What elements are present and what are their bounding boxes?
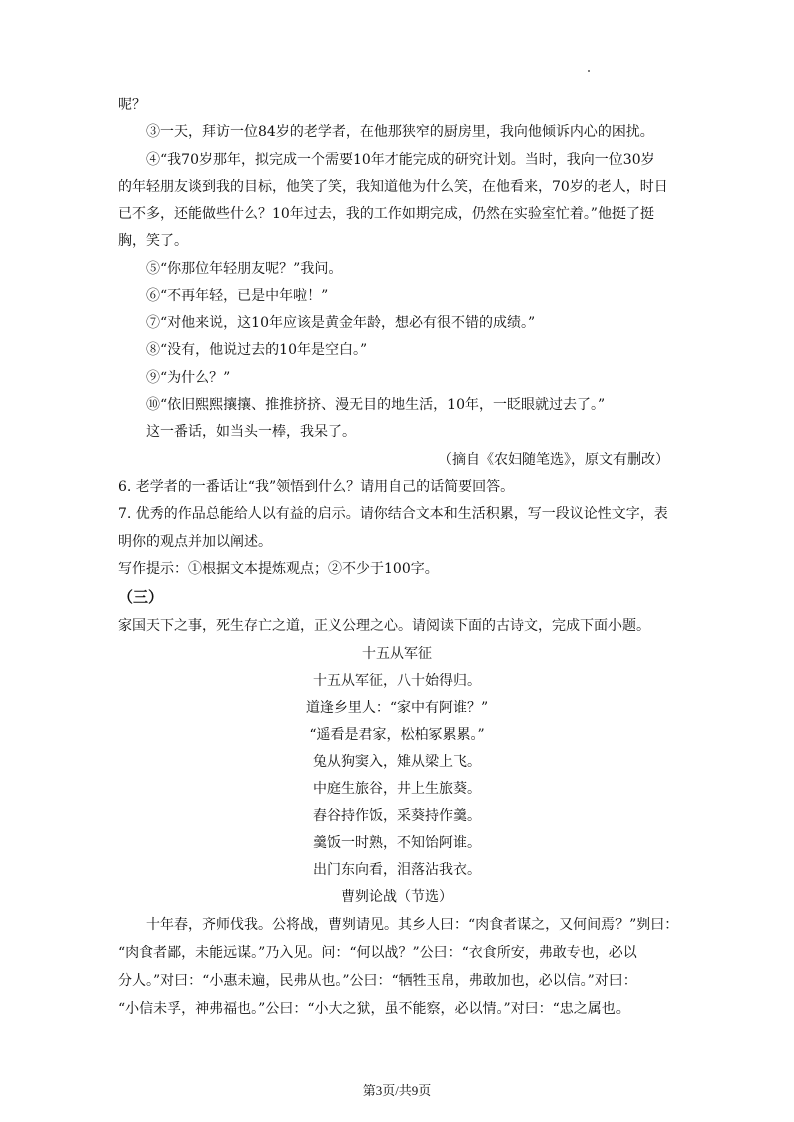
section-intro: 家国天下之事，死生存亡之道，正义公理之心。请阅读下面的古诗文，完成下面小题。: [118, 618, 650, 634]
poem-line: 道逢乡里人：“家中有阿谁？”: [305, 700, 489, 716]
page-number: 第3页/共9页: [362, 1083, 432, 1098]
prose-line: “肉食者鄙，未能远谋。”乃入见。问：“何以战？”公曰：“衣食所安，弗敢专也，必以: [118, 945, 637, 961]
poem-title: 十五从军征: [362, 646, 432, 662]
prose-line: “小信未孚，神弗福也。”公曰：“小大之狱，虽不能察，必以情。”对曰：“忠之属也。: [118, 1001, 630, 1017]
text-line: ⑩“依旧熙熙攘攘、推推挤挤、漫无目的地生活，10年，一眨眼就过去了。”: [146, 397, 606, 413]
text-line: ⑦“对他来说，这10年应该是黄金年龄，想必有很不错的成绩。”: [146, 315, 536, 331]
text-line: 这一番话，如当头一棒，我呆了。: [146, 424, 356, 440]
text-line: ⑤“你那位年轻朋友呢？”我问。: [146, 261, 343, 277]
text-line: ④“我70岁那年，拟完成一个需要10年才能完成的研究计划。当时，我向一位30岁: [146, 152, 655, 168]
writing-hint: 写作提示：①根据文本提炼观点；②不少于100字。: [118, 561, 439, 577]
prose-line: 分人。”对曰：“小惠未遍，民弗从也。”公曰：“牺牲玉帛，弗敢加也，必以信。”对曰：: [118, 973, 637, 989]
text-line: ⑧“没有，他说过去的10年是空白。”: [146, 342, 368, 358]
poem-line: 出门东向看，泪落沾我衣。: [313, 862, 481, 878]
text-line: ⑨“为什么？”: [146, 370, 231, 386]
poem-line: “遥看是君家，松柏冢累累。”: [309, 727, 485, 743]
poem-line: 十五从军征，八十始得归。: [313, 673, 481, 689]
poem-line: 兔从狗窦入，雉从梁上飞。: [313, 754, 481, 770]
text-line: 的年轻朋友谈到我的目标，他笑了笑，我知道他为什么笑，在他看来，70岁的老人，时日: [118, 179, 668, 195]
poem-line: 舂谷持作饭，采葵持作羹。: [313, 808, 481, 824]
text-line: 已不多，还能做些什么？10年过去，我的工作如期完成，仍然在实验室忙着。”他挺了挺: [118, 206, 654, 222]
question-6: 6. 老学者的一番话让“我”领悟到什么？请用自己的话简要回答。: [118, 479, 515, 495]
text-line: 明你的观点并加以阐述。: [118, 534, 272, 550]
text-line: 呢？: [118, 97, 146, 113]
text-line: ③一天，拜访一位84岁的老学者，在他那狭窄的厨房里，我向他倾诉内心的困扰。: [146, 124, 654, 140]
section-heading: （三）: [118, 588, 164, 606]
text-line: ⑥“不再年轻，已是中年啦！”: [146, 288, 329, 304]
prose-title: 曹刿论战（节选）: [341, 889, 453, 905]
poem-line: 中庭生旅谷，井上生旅葵。: [313, 781, 481, 797]
source-citation: （摘自《农妇随笔选》，原文有删改）: [438, 452, 669, 468]
scan-dot: [588, 70, 590, 72]
prose-line: 十年春，齐师伐我。公将战，曹刿请见。其乡人曰：“肉食者谋之，又何间焉？”刿曰：: [146, 917, 679, 933]
text-line: 胸，笑了。: [118, 233, 188, 249]
question-7: 7. 优秀的作品总能给人以有益的启示。请你结合文本和生活积累，写一段议论性文字，表: [118, 506, 668, 522]
poem-line: 羹饭一时熟，不知饴阿谁。: [313, 835, 481, 851]
